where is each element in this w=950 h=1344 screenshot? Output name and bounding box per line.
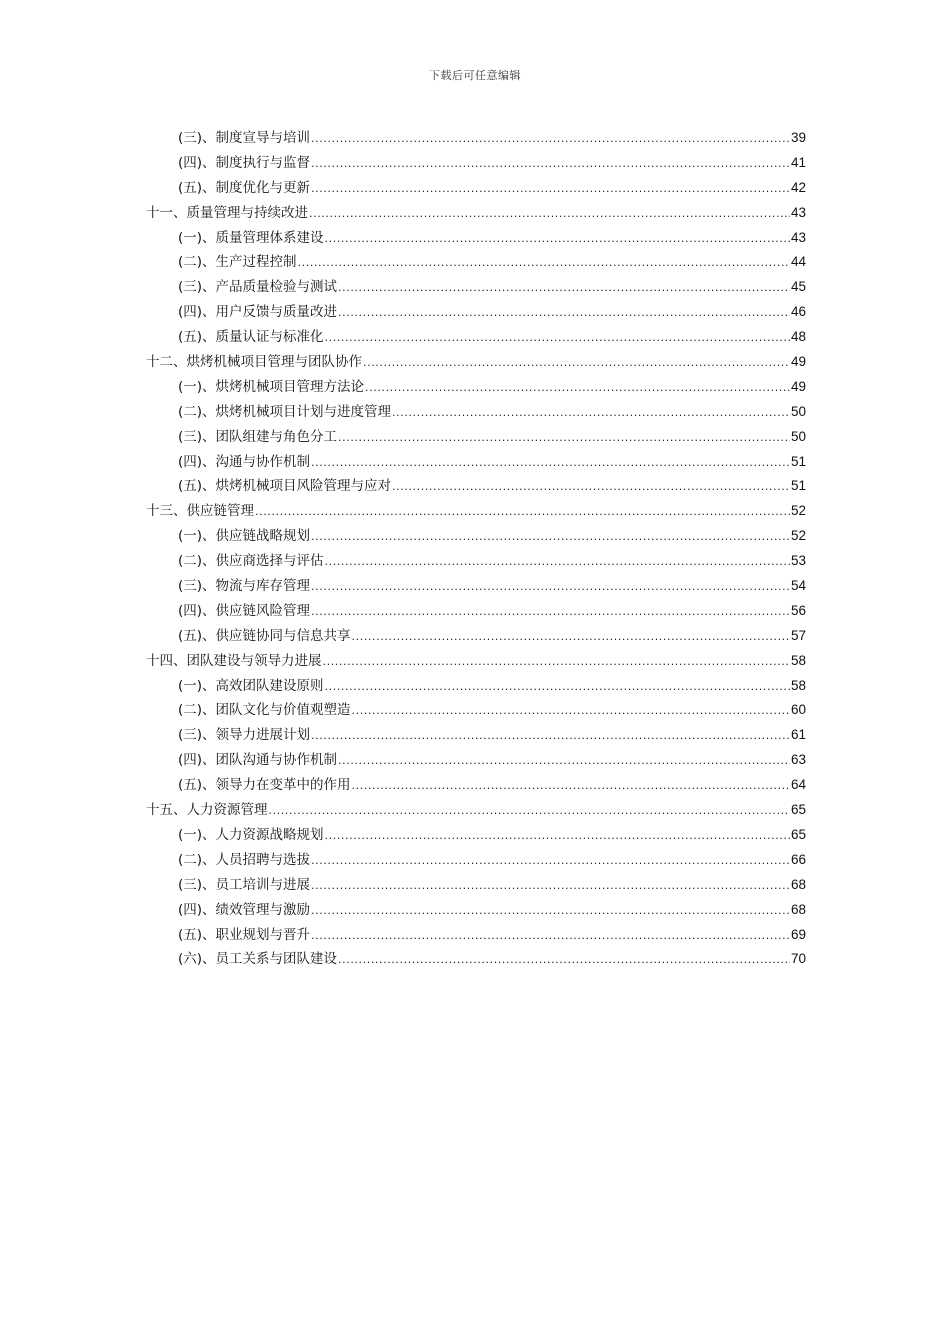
- toc-page-number: 65: [790, 826, 806, 842]
- toc-dot-leader: [311, 525, 790, 550]
- toc-page-number: 46: [790, 304, 806, 320]
- toc-page-number: 54: [790, 578, 806, 594]
- toc-dot-leader: [309, 202, 790, 227]
- toc-entry-title: (三)、团队组建与角色分工: [178, 428, 338, 445]
- toc-dot-leader: [311, 849, 790, 874]
- toc-entry-title: (三)、物流与库存管理: [178, 578, 311, 595]
- toc-dot-leader: [269, 799, 790, 824]
- toc-section-entry[interactable]: [146, 250, 806, 275]
- toc-page-number: 69: [790, 926, 806, 942]
- toc-entry-title: 十四、团队建设与领导力进展: [146, 652, 322, 669]
- toc-entry-title: (三)、领导力进展计划: [178, 727, 311, 744]
- toc-chapter-entry[interactable]: [146, 649, 806, 674]
- toc-chapter-entry[interactable]: [146, 350, 806, 375]
- toc-dot-leader: [352, 774, 790, 799]
- toc-page-number: 68: [790, 901, 806, 917]
- toc-entry-title: 十五、人力资源管理: [146, 802, 268, 819]
- toc-section-entry[interactable]: [146, 450, 806, 475]
- toc-dot-leader: [311, 600, 790, 625]
- toc-dot-leader: [311, 724, 790, 749]
- toc-entry-title: (一)、烘烤机械项目管理方法论: [178, 378, 365, 395]
- toc-page-number: 61: [790, 727, 806, 743]
- toc-section-entry[interactable]: [146, 474, 806, 499]
- toc-page-number: 42: [790, 179, 806, 195]
- toc-section-entry[interactable]: [146, 300, 806, 325]
- toc-entry-title: (五)、领导力在变革中的作用: [178, 777, 351, 794]
- toc-page-number: 43: [790, 204, 806, 220]
- toc-page-number: 52: [790, 503, 806, 519]
- toc-section-entry[interactable]: [146, 574, 806, 599]
- toc-page-number: 60: [790, 702, 806, 718]
- toc-dot-leader: [325, 326, 790, 351]
- toc-entry-title: (四)、团队沟通与协作机制: [178, 752, 338, 769]
- toc-section-entry[interactable]: [146, 848, 806, 873]
- toc-entry-title: (三)、制度宣导与培训: [178, 130, 311, 146]
- toc-chapter-entry[interactable]: [146, 201, 806, 226]
- toc-section-entry[interactable]: [146, 549, 806, 574]
- toc-entry-title: (五)、职业规划与晋升: [178, 926, 311, 943]
- toc-page-number: 50: [790, 403, 806, 419]
- page-header: 下载后可任意编辑: [429, 69, 521, 82]
- toc-dot-leader: [255, 500, 790, 525]
- toc-section-entry[interactable]: [146, 176, 806, 201]
- toc-page-number: 66: [790, 851, 806, 867]
- toc-entry-title: (一)、质量管理体系建设: [178, 229, 324, 246]
- toc-entry-title: (五)、制度优化与更新: [178, 179, 311, 196]
- toc-page-number: 43: [790, 229, 806, 245]
- toc-page-number: 50: [790, 428, 806, 444]
- toc-dot-leader: [311, 874, 790, 899]
- toc-page-number: 49: [790, 378, 806, 394]
- toc-section-entry[interactable]: [146, 524, 806, 549]
- toc-dot-leader: [298, 251, 790, 276]
- toc-page-number: 68: [790, 876, 806, 892]
- toc-page-number: 58: [790, 652, 806, 668]
- toc-dot-leader: [338, 948, 790, 973]
- toc-dot-leader: [363, 351, 790, 376]
- toc-dot-leader: [325, 227, 790, 252]
- toc-entry-title: (一)、人力资源战略规划: [178, 826, 324, 843]
- toc-entry-title: (五)、供应链协同与信息共享: [178, 627, 351, 644]
- toc-page-number: 56: [790, 602, 806, 618]
- toc-section-entry[interactable]: [146, 723, 806, 748]
- toc-chapter-entry[interactable]: [146, 798, 806, 823]
- toc-entry-title: (二)、人员招聘与选拔: [178, 851, 311, 868]
- toc-page-number: 52: [790, 528, 806, 544]
- toc-page-number: 44: [790, 254, 806, 270]
- toc-page-number: 57: [790, 627, 806, 643]
- toc-section-entry[interactable]: [146, 674, 806, 699]
- toc-section-entry[interactable]: [146, 698, 806, 723]
- toc-entry-title: (三)、员工培训与进展: [178, 876, 311, 893]
- toc-dot-leader: [323, 650, 790, 675]
- toc-dot-leader: [392, 475, 790, 500]
- toc-section-entry[interactable]: [146, 624, 806, 649]
- toc-entry-title: (二)、生产过程控制: [178, 254, 297, 271]
- toc-dot-leader: [311, 899, 790, 924]
- toc-section-entry[interactable]: [146, 923, 806, 948]
- toc-dot-leader: [311, 575, 790, 600]
- toc-entry-title: (四)、供应链风险管理: [178, 602, 311, 619]
- toc-dot-leader: [338, 301, 790, 326]
- toc-entry-title: (四)、沟通与协作机制: [178, 453, 311, 470]
- toc-dot-leader: [311, 127, 790, 152]
- toc-dot-leader: [392, 401, 790, 426]
- toc-page-number: 63: [790, 752, 806, 768]
- toc-page-number: 48: [790, 329, 806, 345]
- toc-page-number: 51: [790, 453, 806, 469]
- toc-entry-title: (四)、绩效管理与激励: [178, 901, 311, 918]
- toc-entry-title: (二)、团队文化与价值观塑造: [178, 702, 351, 719]
- toc-entry-title: 十一、质量管理与持续改进: [146, 204, 308, 221]
- toc-dot-leader: [311, 924, 790, 949]
- toc-entry-title: (一)、供应链战略规划: [178, 528, 311, 545]
- toc-page-number: 64: [790, 777, 806, 793]
- toc-page-number: 41: [790, 154, 806, 170]
- toc-section-entry[interactable]: [146, 425, 806, 450]
- toc-page-number: 39: [790, 130, 806, 145]
- toc-dot-leader: [352, 699, 790, 724]
- toc-entry-title: (六)、员工关系与团队建设: [178, 951, 338, 968]
- toc-entry-title: (三)、产品质量检验与测试: [178, 279, 338, 296]
- toc-dot-leader: [338, 426, 790, 451]
- toc-section-entry[interactable]: [146, 873, 806, 898]
- toc-entry-title: (二)、烘烤机械项目计划与进度管理: [178, 403, 392, 420]
- toc-page-number: 70: [790, 951, 806, 967]
- toc-page-number: 45: [790, 279, 806, 295]
- table-of-contents: [146, 126, 806, 972]
- toc-page-number: 65: [790, 802, 806, 818]
- toc-dot-leader: [325, 675, 790, 700]
- toc-section-entry[interactable]: [146, 151, 806, 176]
- toc-page-number: 58: [790, 677, 806, 693]
- toc-dot-leader: [311, 177, 790, 202]
- toc-section-entry[interactable]: [146, 599, 806, 624]
- toc-section-entry[interactable]: [146, 126, 806, 151]
- toc-section-entry[interactable]: [146, 823, 806, 848]
- toc-dot-leader: [365, 376, 790, 401]
- toc-section-entry[interactable]: [146, 773, 806, 798]
- toc-dot-leader: [338, 749, 790, 774]
- toc-section-entry[interactable]: [146, 400, 806, 425]
- toc-dot-leader: [311, 451, 790, 476]
- toc-dot-leader: [325, 550, 790, 575]
- toc-page-number: 51: [790, 478, 806, 494]
- toc-entry-title: (一)、高效团队建设原则: [178, 677, 324, 694]
- toc-chapter-entry[interactable]: [146, 499, 806, 524]
- toc-section-entry[interactable]: [146, 898, 806, 923]
- toc-entry-title: 十二、烘烤机械项目管理与团队协作: [146, 354, 362, 371]
- toc-entry-title: (五)、烘烤机械项目风险管理与应对: [178, 478, 392, 495]
- toc-entry-title: (四)、用户反馈与质量改进: [178, 304, 338, 321]
- toc-entry-title: (五)、质量认证与标准化: [178, 329, 324, 346]
- toc-section-entry[interactable]: [146, 226, 806, 251]
- toc-dot-leader: [311, 152, 790, 177]
- toc-dot-leader: [338, 276, 790, 301]
- toc-section-entry[interactable]: [146, 947, 806, 972]
- toc-section-entry[interactable]: [146, 275, 806, 300]
- toc-section-entry[interactable]: [146, 748, 806, 773]
- toc-entry-title: (四)、制度执行与监督: [178, 154, 311, 171]
- toc-page-number: 49: [790, 354, 806, 370]
- toc-section-entry[interactable]: [146, 375, 806, 400]
- toc-section-entry[interactable]: [146, 325, 806, 350]
- toc-page-number: 53: [790, 553, 806, 569]
- toc-entry-title: 十三、供应链管理: [146, 503, 254, 520]
- toc-dot-leader: [325, 824, 790, 849]
- toc-entry-title: (二)、供应商选择与评估: [178, 553, 324, 570]
- toc-dot-leader: [352, 625, 790, 650]
